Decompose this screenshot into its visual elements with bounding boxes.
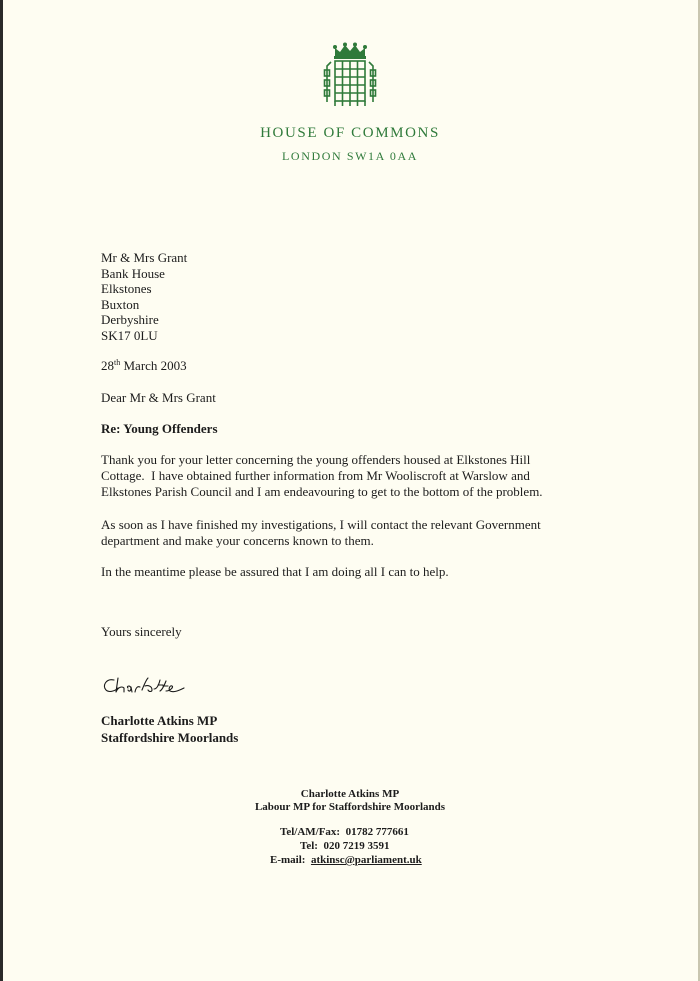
date-day: 28 (101, 358, 114, 373)
recipient-line: SK17 0LU (101, 327, 158, 343)
letterhead-address: LONDON SW1A 0AA (282, 149, 418, 163)
footer-name: Charlotte Atkins MP (300, 788, 400, 800)
contact-row-email (270, 853, 422, 867)
body-line: Cottage. I have obtained further information from Mr Wooliscroft at Warslow and (101, 468, 530, 483)
tel-label: Tel: (300, 840, 318, 852)
recipient-line: Buxton (101, 296, 140, 312)
body-paragraph-3 (101, 564, 449, 580)
tel-am-fax-label: Tel/AM/Fax: (280, 826, 341, 838)
email-link[interactable]: atkinsc@parliament.uk (310, 854, 422, 866)
contact-row-tel-am-fax (280, 825, 422, 839)
email-label: E-mail: (270, 854, 306, 866)
date-suffix: th (114, 358, 121, 367)
recipient-line: Bank House (101, 265, 165, 281)
date-rest: March 2003 (120, 358, 187, 373)
tel-number: 020 7219 3591 (323, 840, 390, 852)
recipient-line: Derbyshire (101, 312, 159, 327)
footer-role: Labour MP for Staffordshire Moorlands (254, 801, 446, 813)
body-line: department and make your concerns known to them. (101, 533, 374, 548)
signer-name: Charlotte Atkins MP (101, 713, 218, 728)
signer-block (101, 712, 238, 746)
letter-date (101, 358, 187, 374)
contact-row-tel (280, 839, 422, 853)
body-paragraph-2 (101, 517, 541, 549)
recipient-line: Mr & Mrs Grant (101, 250, 188, 265)
scan-edge-left (0, 0, 3, 981)
salutation: Dear Mr & Mrs Grant (101, 390, 216, 405)
letterhead-institution: HOUSE OF COMMONS (260, 125, 440, 141)
footer-contact (270, 825, 422, 867)
subject-line: Re: Young Offenders (101, 421, 218, 436)
tel-am-fax-number: 01782 777661 (345, 826, 409, 838)
recipient-line: Elkstones (101, 281, 152, 296)
body-line: As soon as I have finished my investigations, I will contact the relevant Government (101, 517, 541, 532)
body-line: In the meantime please be assured that I am doing all I can to help. (101, 564, 449, 579)
signer-constituency: Staffordshire Moorlands (101, 730, 239, 745)
recipient-address (101, 250, 187, 343)
closing: Yours sincerely (101, 624, 182, 639)
portcullis-crest-icon (321, 42, 379, 112)
body-paragraph-1 (101, 452, 543, 500)
body-line: Elkstones Parish Council and I am endeavouring to get to the bottom of the problem. (101, 484, 543, 499)
handwritten-signature (100, 672, 212, 700)
body-line: Thank you for your letter concerning the young offenders housed at Elkstones Hill (101, 452, 531, 467)
